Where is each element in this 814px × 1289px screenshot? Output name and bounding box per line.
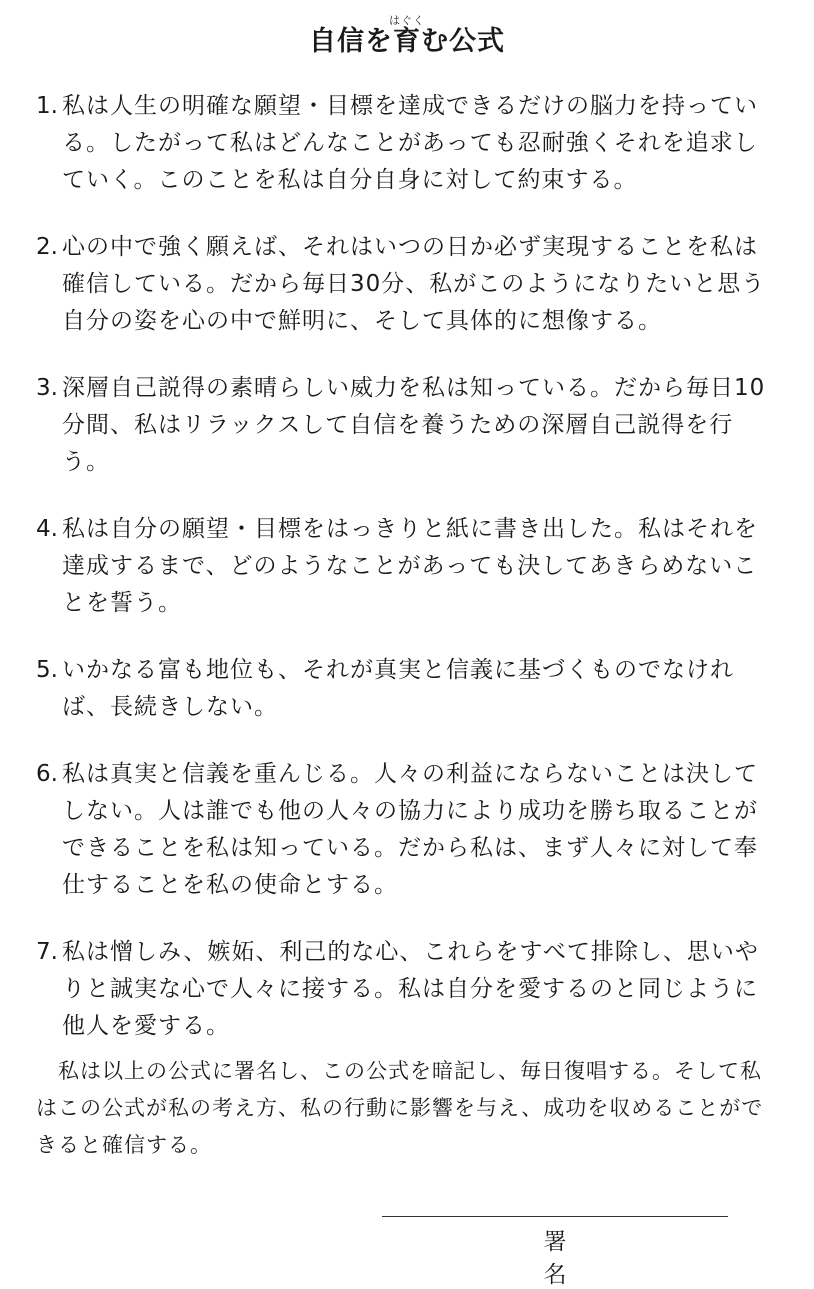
formula-item-6 xyxy=(36,756,780,904)
formula-item-4 xyxy=(36,511,780,622)
item-number: 6. xyxy=(36,761,58,787)
formula-item-5 xyxy=(36,652,780,726)
item-text: 私は自分の願望・目標をはっきりと紙に書き出した。私はそれを達成するまで、どのようなことがあっても決してあきらめないことを誓う。 xyxy=(62,516,758,616)
formula-item-2 xyxy=(36,229,780,340)
formula-item-3 xyxy=(36,370,780,481)
title-prefix: 自信を xyxy=(309,26,393,57)
title-ruby-reading: はぐく xyxy=(389,14,425,27)
title-container xyxy=(0,14,814,58)
item-text: 深層自己説得の素晴らしい威力を私は知っている。だから毎日10分間、私はリラックスして自信を養うための深層自己説得を行う。 xyxy=(62,375,766,475)
item-text: 私は憎しみ、嫉妬、利己的な心、これらをすべて排除し、思いやりと誠実な心で人々に接する。私は自分を愛するのと同じように他人を愛する。 xyxy=(62,939,759,1039)
item-number: 3. xyxy=(36,375,58,401)
title-ruby-base: 育 xyxy=(389,26,425,57)
signature-label: 署名 xyxy=(543,1229,687,1288)
closing-paragraph: 私は以上の公式に署名し、この公式を暗記し、毎日復唱する。そして私はこの公式が私の考え方、私の行動に影響を与え、成功を収めることができると確信する。 xyxy=(36,1059,764,1157)
formula-item-7 xyxy=(36,934,780,1045)
title-ruby xyxy=(389,14,425,57)
page-title xyxy=(309,14,505,58)
item-number: 4. xyxy=(36,516,58,542)
item-text: 私は人生の明確な願望・目標を達成できるだけの脳力を持っている。したがって私はどんなことがあっても忍耐強くそれを追求していく。このことを私は自分自身に対して約束する。 xyxy=(62,93,758,193)
item-number: 7. xyxy=(36,939,58,965)
formula-list xyxy=(36,88,780,1075)
item-number: 2. xyxy=(36,234,58,260)
item-number: 1. xyxy=(36,93,58,119)
item-number: 5. xyxy=(36,657,58,683)
item-text: 心の中で強く願えば、それはいつの日か必ず実現することを私は確信している。だから毎日30分、私がこのようになりたいと思う自分の姿を心の中で鮮明に、そして具体的に想像する。 xyxy=(62,234,766,334)
item-text: いかなる富も地位も、それが真実と信義に基づくものでなければ、長続きしない。 xyxy=(62,657,734,720)
item-text: 私は真実と信義を重んじる。人々の利益にならないことは決してしない。人は誰でも他の人々の協力により成功を勝ち取ることができることを私は知っている。だから私は、まず人々に対して奉仕することを私の使命とする。 xyxy=(62,761,758,898)
signature-block xyxy=(382,1216,728,1289)
formula-item-1 xyxy=(36,88,780,199)
signature-line xyxy=(382,1216,728,1217)
title-suffix: む公式 xyxy=(421,26,505,57)
